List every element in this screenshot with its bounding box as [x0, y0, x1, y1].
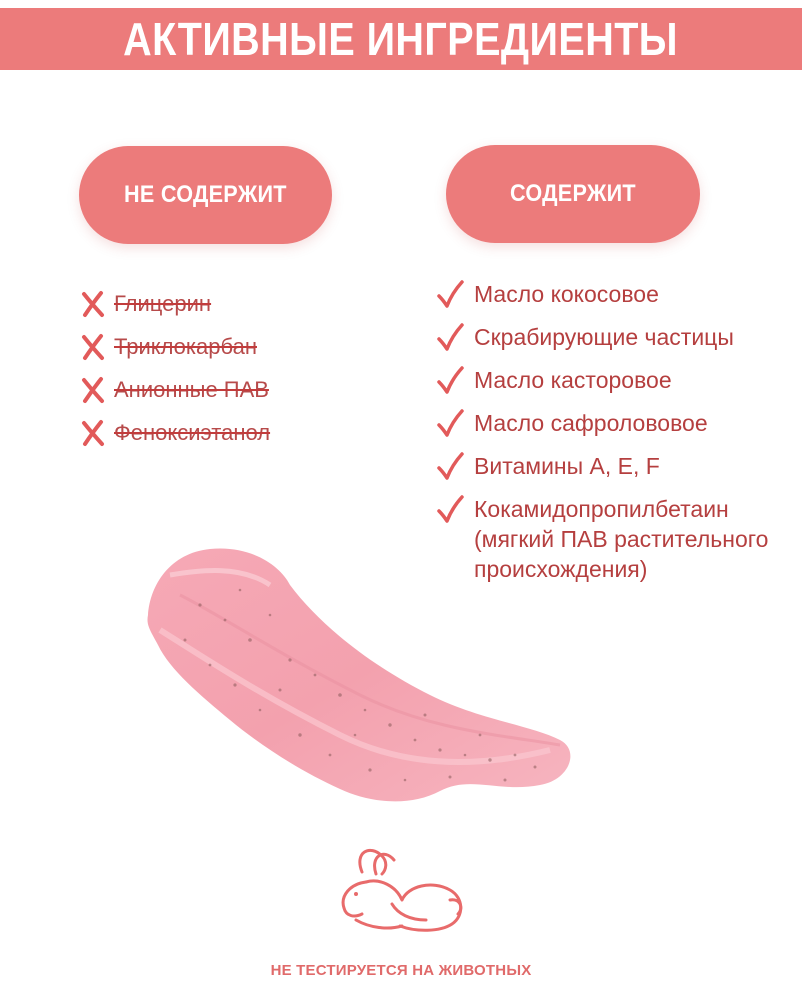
- excluded-ingredients-list: [80, 282, 270, 454]
- excluded-ingredient: [80, 411, 270, 454]
- included-ingredient-label: Масло касторовое: [474, 367, 672, 393]
- header-banner: [0, 8, 802, 70]
- contains-label: СОДЕРЖИТ: [510, 180, 636, 207]
- excluded-ingredient-label: Феноксиэтанол: [114, 419, 271, 445]
- cruelty-free-caption: НЕ ТЕСТИРУЕТСЯ НА ЖИВОТНЫХ: [270, 962, 532, 979]
- cross-icon: [80, 419, 106, 447]
- cross-icon: [80, 333, 106, 361]
- cross-icon: [80, 376, 106, 404]
- check-icon: [436, 279, 464, 309]
- excluded-ingredient: [80, 368, 270, 411]
- included-ingredient-label: Масло кокосовое: [474, 281, 659, 307]
- check-icon: [436, 322, 464, 352]
- excluded-ingredient-label: Глицерин: [114, 290, 212, 316]
- page-title: АКТИВНЫЕ ИНГРЕДИЕНТЫ: [123, 13, 679, 65]
- check-icon: [436, 408, 464, 438]
- not-contains-badge: [79, 146, 332, 244]
- excluded-ingredient-label: Анионные ПАВ: [114, 376, 269, 402]
- included-ingredient: [436, 365, 768, 395]
- included-ingredient-label: Масло сафролововое: [474, 410, 708, 436]
- check-icon: [436, 365, 464, 395]
- check-icon: [436, 494, 464, 524]
- excluded-ingredient: [80, 282, 270, 325]
- cross-icon: [80, 290, 106, 318]
- check-icon: [436, 451, 464, 481]
- rabbit-icon: [336, 842, 468, 938]
- not-contains-label: НЕ СОДЕРЖИТ: [124, 181, 287, 208]
- included-ingredient: [436, 322, 768, 352]
- included-ingredient: [436, 408, 768, 438]
- excluded-ingredient-label: Триклокарбан: [114, 333, 257, 359]
- included-ingredient-label: Скрабирующие частицы: [474, 324, 734, 350]
- included-ingredient: [436, 451, 768, 481]
- included-ingredient-label: Кокамидопропилбетаин (мягкий ПАВ растительного происхождения): [474, 496, 769, 582]
- scrub-texture-image: [140, 545, 580, 815]
- contains-badge: [446, 145, 700, 243]
- included-ingredient: [436, 279, 768, 309]
- excluded-ingredient: [80, 325, 270, 368]
- included-ingredient-label: Витамины A, E, F: [474, 453, 660, 479]
